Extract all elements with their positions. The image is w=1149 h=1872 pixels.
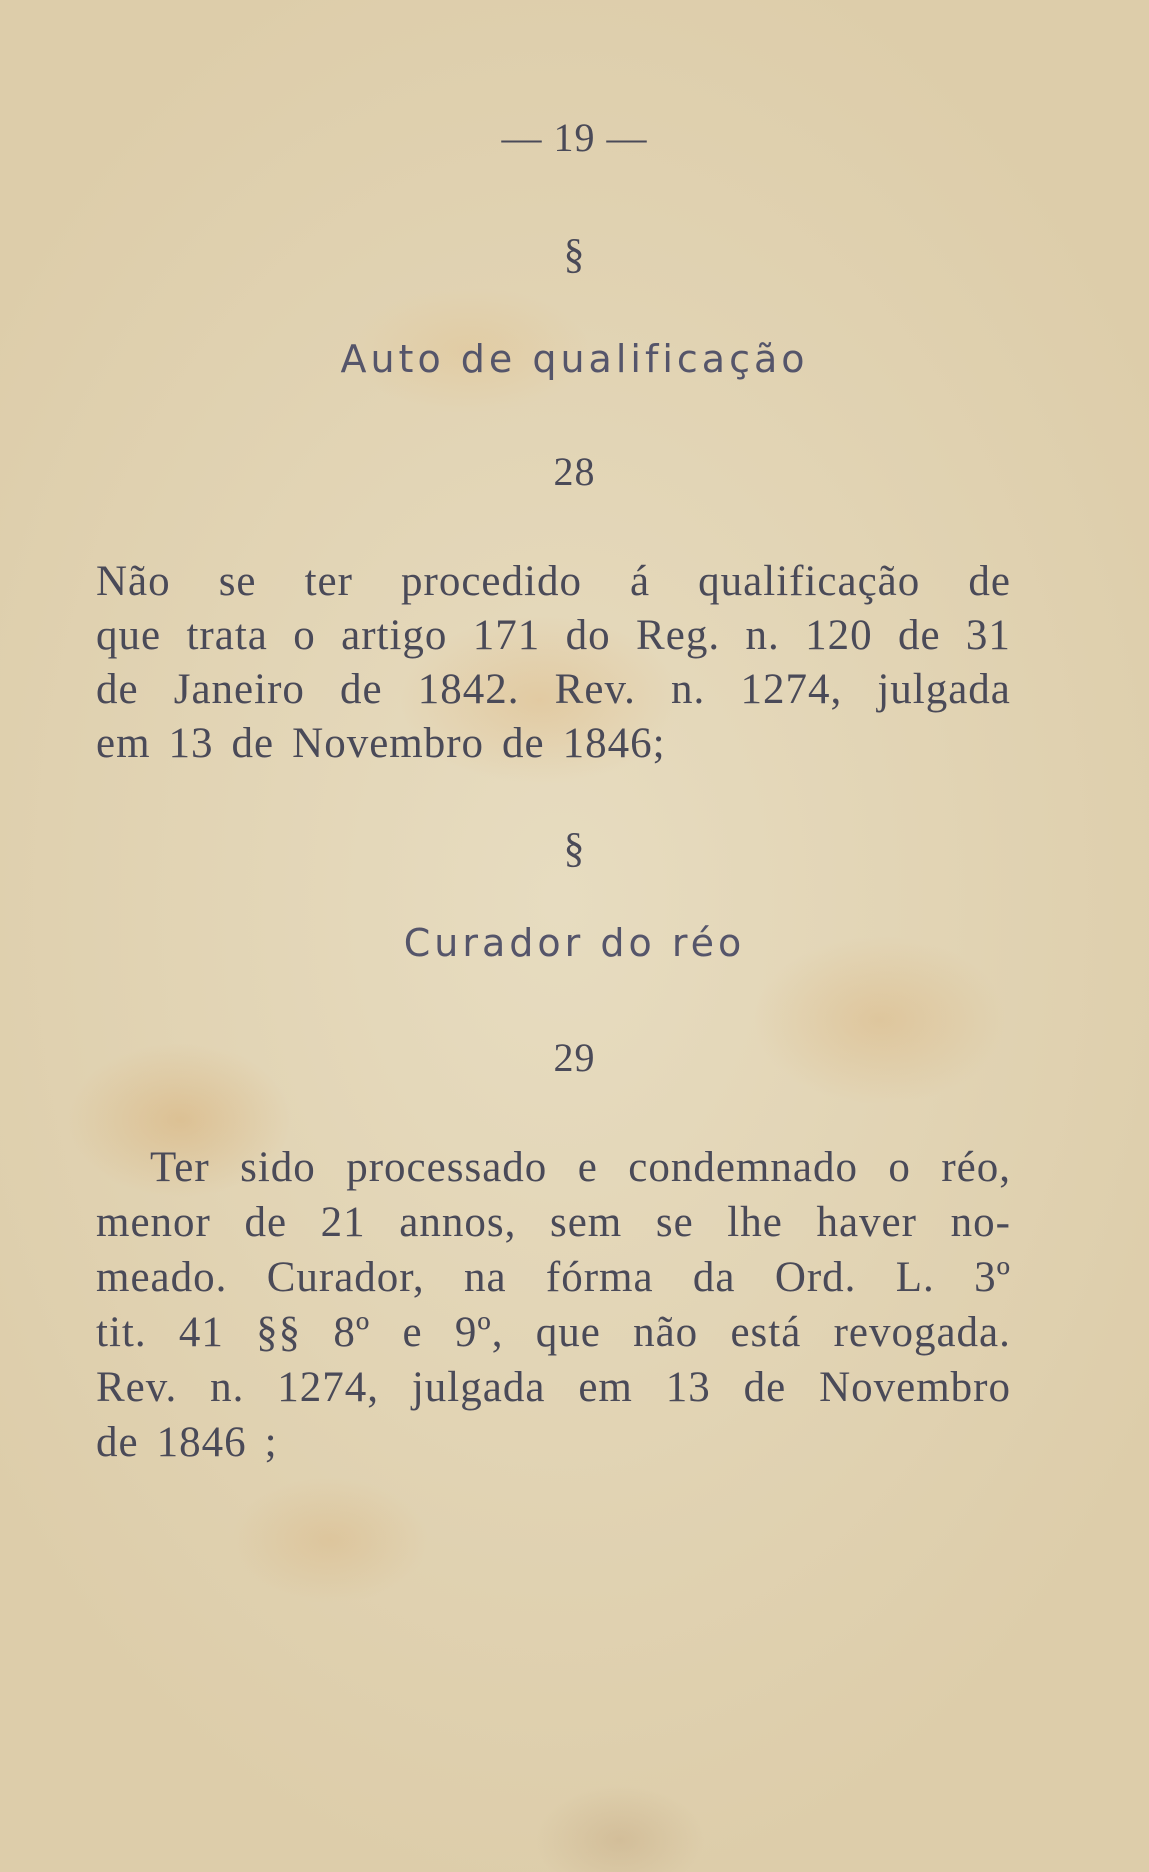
word: de bbox=[96, 666, 139, 713]
word: revogada. bbox=[833, 1309, 1011, 1356]
word: n. bbox=[671, 666, 706, 713]
word: §§ bbox=[256, 1309, 302, 1356]
word: Novembro bbox=[292, 720, 485, 767]
word: 1846; bbox=[562, 720, 666, 767]
word: de bbox=[897, 612, 941, 659]
word: que bbox=[96, 612, 162, 659]
word: 41 bbox=[178, 1309, 224, 1356]
section-symbol: § bbox=[563, 232, 586, 278]
paragraph-line bbox=[96, 560, 1011, 603]
word: tit. bbox=[96, 1309, 147, 1356]
word: de bbox=[340, 666, 383, 713]
word: á bbox=[630, 558, 651, 605]
word: de bbox=[502, 720, 545, 767]
paragraph-line bbox=[96, 668, 1011, 711]
word: artigo bbox=[341, 612, 448, 659]
word: ; bbox=[264, 1419, 278, 1466]
word: no- bbox=[950, 1199, 1011, 1246]
section-heading: Auto de qualificação bbox=[340, 337, 809, 381]
word: Novembro bbox=[819, 1364, 1011, 1411]
word: Reg. bbox=[636, 612, 721, 659]
word: Rev. bbox=[96, 1364, 178, 1411]
word: está bbox=[730, 1309, 802, 1356]
word: e bbox=[402, 1309, 423, 1356]
section-heading: Curador do réo bbox=[403, 921, 746, 965]
word: de bbox=[96, 1419, 139, 1466]
word: 1846 bbox=[156, 1419, 247, 1466]
word: o bbox=[888, 1144, 911, 1191]
word: condemnado bbox=[628, 1144, 858, 1191]
paragraph-line bbox=[96, 1421, 1011, 1464]
word: na bbox=[463, 1254, 507, 1301]
word: qualificação bbox=[698, 558, 921, 605]
word: Janeiro bbox=[173, 666, 305, 713]
word: de bbox=[743, 1364, 787, 1411]
word: de bbox=[244, 1199, 288, 1246]
word: do bbox=[565, 612, 611, 659]
word: 1274, bbox=[277, 1364, 379, 1411]
word: lhe bbox=[727, 1199, 783, 1246]
word: julgada bbox=[411, 1364, 546, 1411]
word: 3º bbox=[974, 1254, 1011, 1301]
word: menor bbox=[96, 1199, 211, 1246]
word: n. bbox=[210, 1364, 245, 1411]
word: sem bbox=[549, 1199, 623, 1246]
word: 13 bbox=[168, 720, 214, 767]
word: ter bbox=[304, 558, 353, 605]
section-symbol: § bbox=[563, 826, 586, 872]
page-number: — 19 — bbox=[501, 115, 648, 160]
word: se bbox=[655, 1199, 694, 1246]
word: não bbox=[633, 1309, 699, 1356]
paragraph-line bbox=[96, 722, 1011, 765]
word: 120 bbox=[805, 612, 873, 659]
word: sido bbox=[240, 1144, 316, 1191]
word: e bbox=[577, 1144, 598, 1191]
word: Não bbox=[96, 558, 171, 605]
word: em bbox=[578, 1364, 633, 1411]
paragraph-line bbox=[96, 1256, 1011, 1299]
word: julgada bbox=[877, 666, 1011, 713]
word: 1842. bbox=[417, 666, 520, 713]
word: procedido bbox=[401, 558, 582, 605]
word: 13 bbox=[665, 1364, 711, 1411]
word: Ord. bbox=[774, 1254, 857, 1301]
word: Ter bbox=[150, 1144, 210, 1191]
word: haver bbox=[816, 1199, 917, 1246]
paragraph-line bbox=[96, 1366, 1011, 1409]
word: 1274, bbox=[740, 666, 843, 713]
word: réo, bbox=[941, 1144, 1011, 1191]
section-number: 29 bbox=[553, 1035, 596, 1080]
paragraph-line bbox=[96, 1311, 1011, 1354]
paragraph-line bbox=[96, 1201, 1011, 1244]
word: fórma bbox=[545, 1254, 654, 1301]
word: 171 bbox=[472, 612, 541, 659]
word: o bbox=[293, 612, 316, 659]
word: 21 bbox=[320, 1199, 366, 1246]
word: de bbox=[231, 720, 275, 767]
word: 8º bbox=[333, 1309, 371, 1356]
word: meado. bbox=[96, 1254, 228, 1301]
word: 31 bbox=[965, 612, 1011, 659]
word: Curador, bbox=[266, 1254, 425, 1301]
word: 9º, bbox=[454, 1309, 504, 1356]
word: de bbox=[968, 558, 1011, 605]
word: da bbox=[692, 1254, 736, 1301]
word: n. bbox=[745, 612, 780, 659]
paragraph-line bbox=[150, 1146, 1011, 1189]
word: trata bbox=[186, 612, 268, 659]
word: que bbox=[535, 1309, 601, 1356]
word: processado bbox=[346, 1144, 548, 1191]
word: Rev. bbox=[554, 666, 636, 713]
word: annos, bbox=[399, 1199, 517, 1246]
word: L. bbox=[895, 1254, 935, 1301]
word: em bbox=[96, 720, 151, 767]
section-number: 28 bbox=[553, 449, 596, 494]
word: se bbox=[218, 558, 257, 605]
paragraph-line bbox=[96, 614, 1011, 657]
